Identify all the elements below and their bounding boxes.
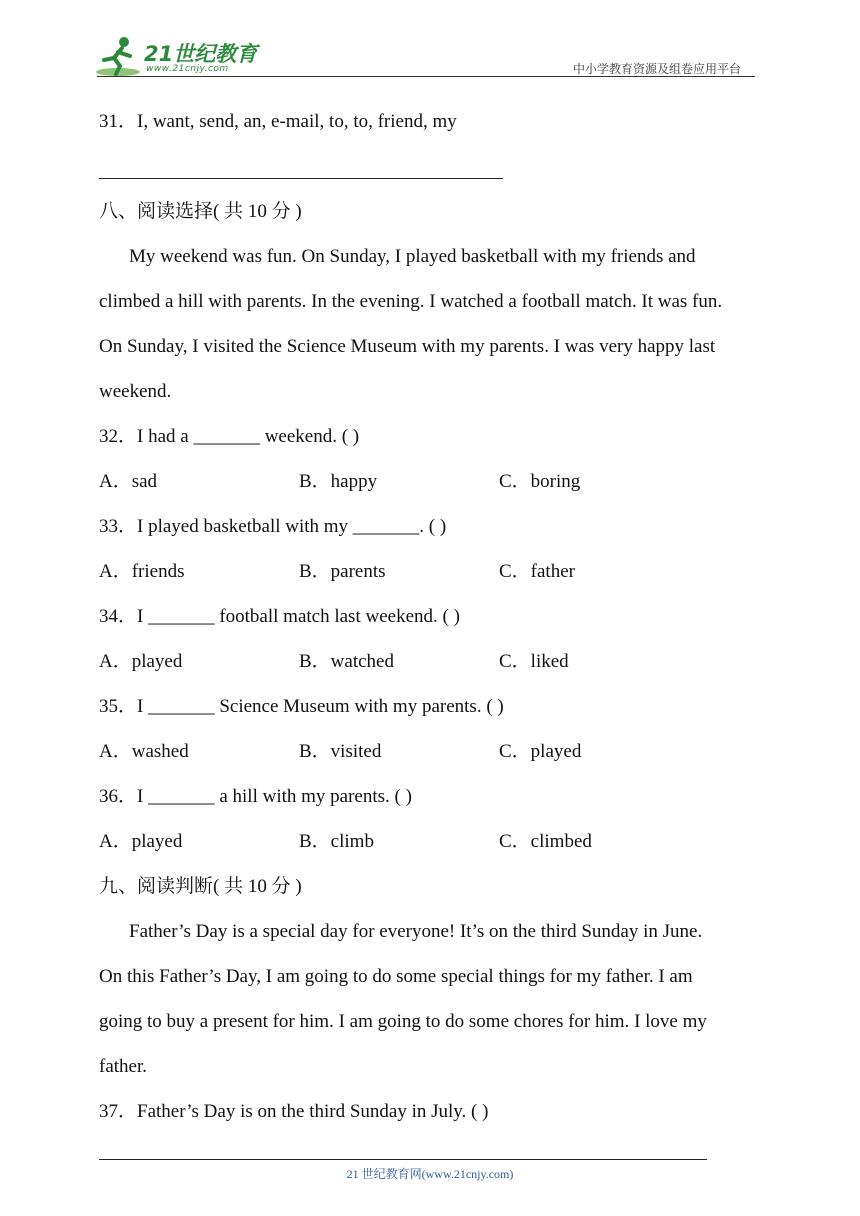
- passage-9-line-4: father.: [99, 1056, 148, 1077]
- header-platform-text: 中小学教育资源及组卷应用平台: [573, 62, 742, 76]
- footer-divider: [99, 1159, 707, 1160]
- q34-option-c: C．liked: [499, 651, 569, 672]
- runner-icon: [94, 34, 144, 78]
- question-37: 37．Father’s Day is on the third Sunday in July. ( ): [99, 1101, 489, 1122]
- question-32: 32．I had a _______ weekend. ( ): [99, 426, 360, 447]
- passage-9-line-1: Father’s Day is a special day for everyone! It’s on the third Sunday in June.: [129, 921, 703, 942]
- q35-option-b: B．visited: [299, 741, 382, 762]
- q35-option-c: C．played: [499, 741, 582, 762]
- section-9-title: 九、阅读判断( 共 10 分 ): [99, 876, 302, 897]
- passage-8-line-3: On Sunday, I visited the Science Museum with my parents. I was very happy last: [99, 336, 716, 357]
- q36-option-a: A．played: [99, 831, 183, 852]
- logo-url: www.21cnjy.com: [146, 64, 229, 74]
- q35-option-a: A．washed: [99, 741, 189, 762]
- section-8-title: 八、阅读选择( 共 10 分 ): [99, 201, 302, 222]
- footer-link[interactable]: 21 世纪教育网(www.21cnjy.com): [346, 1167, 514, 1181]
- q34-option-a: A．played: [99, 651, 183, 672]
- q36-option-c: C．climbed: [499, 831, 592, 852]
- passage-8-line-2: climbed a hill with parents. In the evening. I watched a football match. It was fun.: [99, 291, 723, 312]
- q34-option-b: B．watched: [299, 651, 394, 672]
- q33-option-c: C．father: [499, 561, 575, 582]
- passage-9-line-2: On this Father’s Day, I am going to do some special things for my father. I am: [99, 966, 693, 987]
- question-33: 33．I played basketball with my _______. ( ): [99, 516, 447, 537]
- question-35: 35．I _______ Science Museum with my parents. ( ): [99, 696, 504, 717]
- answer-line-31: [99, 178, 503, 179]
- q33-option-a: A．friends: [99, 561, 185, 582]
- passage-8-line-1: My weekend was fun. On Sunday, I played basketball with my friends and: [129, 246, 696, 267]
- q33-option-b: B．parents: [299, 561, 386, 582]
- header-divider: [97, 76, 755, 77]
- question-34: 34．I _______ football match last weekend. ( ): [99, 606, 460, 627]
- q32-option-a: A．sad: [99, 471, 158, 492]
- logo-text: 21世纪教育: [144, 42, 258, 66]
- passage-9-line-3: going to buy a present for him. I am going to do some chores for him. I love my: [99, 1011, 707, 1032]
- site-logo: [94, 34, 264, 78]
- question-36: 36．I _______ a hill with my parents. ( ): [99, 786, 412, 807]
- q32-option-c: C．boring: [499, 471, 581, 492]
- q36-option-b: B．climb: [299, 831, 374, 852]
- passage-8-line-4: weekend.: [99, 381, 172, 402]
- q32-option-b: B．happy: [299, 471, 378, 492]
- question-31: 31．I, want, send, an, e-mail, to, to, friend, my: [99, 111, 457, 132]
